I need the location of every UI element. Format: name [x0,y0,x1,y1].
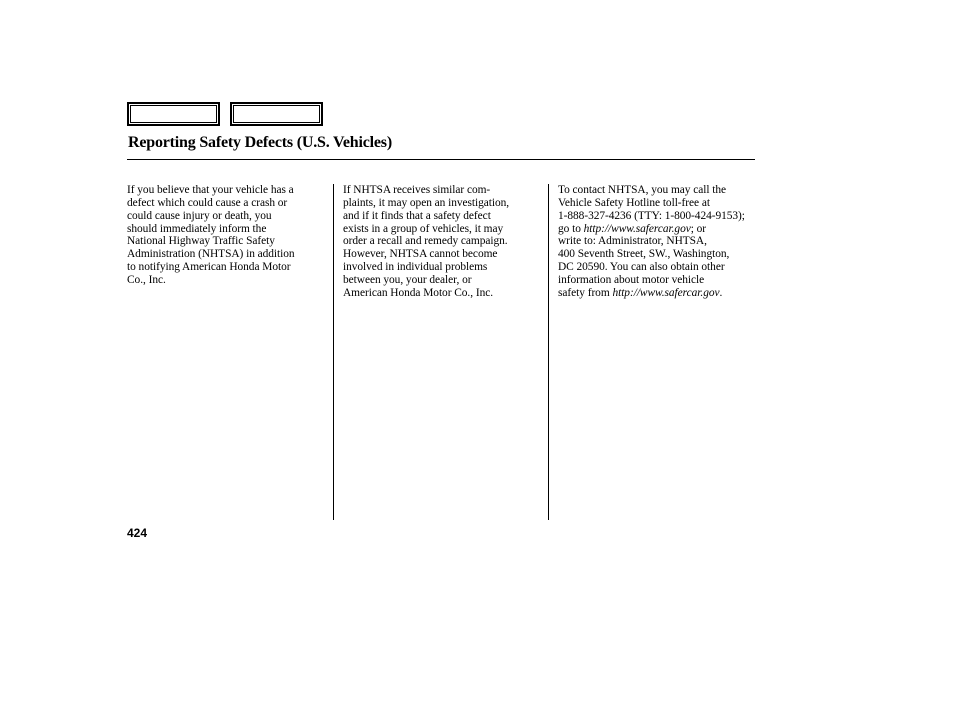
text-line: 400 Seventh Street, SW., Washington, [558,248,730,261]
page-number: 424 [127,526,148,540]
text-line: National Highway Traffic Safety [127,235,275,248]
safercar-link[interactable]: http://www.safercar.gov [612,286,720,299]
column-divider [333,184,334,520]
safercar-link[interactable]: http://www.safercar.gov [583,222,691,235]
text-line: However, NHTSA cannot become [343,248,498,261]
text-line: Administration (NHTSA) in addition [127,248,295,261]
text-line: order a recall and remedy campaign. [343,235,508,248]
text-line: to notifying American Honda Motor [127,261,291,274]
text-line: safety from [558,286,613,299]
text-line: between you, your dealer, or [343,273,472,286]
column-3-text [558,184,745,300]
text-line: go to [558,222,584,235]
text-line: American Honda Motor Co., Inc. [343,286,494,299]
page-title: Reporting Safety Defects (U.S. Vehicles) [128,134,392,151]
text-line: exists in a group of vehicles, it may [343,222,504,235]
title-rule [127,159,755,160]
text-line: plaints, it may open an investigation, [343,196,510,209]
text-line: If you believe that your vehicle has a [127,184,294,196]
text-line: Vehicle Safety Hotline toll-free at [558,196,710,209]
text-line: DC 20590. You can also obtain other [558,261,725,274]
text-line: could cause injury or death, you [127,209,272,222]
column-1-text [127,184,295,287]
text-line: information about motor vehicle [558,273,705,286]
text-line: defect which could cause a crash or [127,196,288,209]
text-line-suffix: . [719,286,723,299]
text-line: write to: Administrator, NHTSA, [558,235,707,248]
text-line: Co., Inc. [127,273,166,286]
text-line: To contact NHTSA, you may call the [558,184,727,196]
text-line: 1-888-327-4236 (TTY: 1-800-424-9153); [558,209,745,222]
text-line: and if it finds that a safety defect [343,209,491,222]
nav-button-1[interactable] [127,102,220,126]
text-line: should immediately inform the [127,222,267,235]
column-divider [548,184,549,520]
nav-button-2[interactable] [230,102,323,126]
text-line: If NHTSA receives similar com- [343,184,491,196]
text-line: involved in individual problems [343,261,488,274]
text-line-suffix: ; or [690,222,707,235]
column-2-text [343,184,509,300]
